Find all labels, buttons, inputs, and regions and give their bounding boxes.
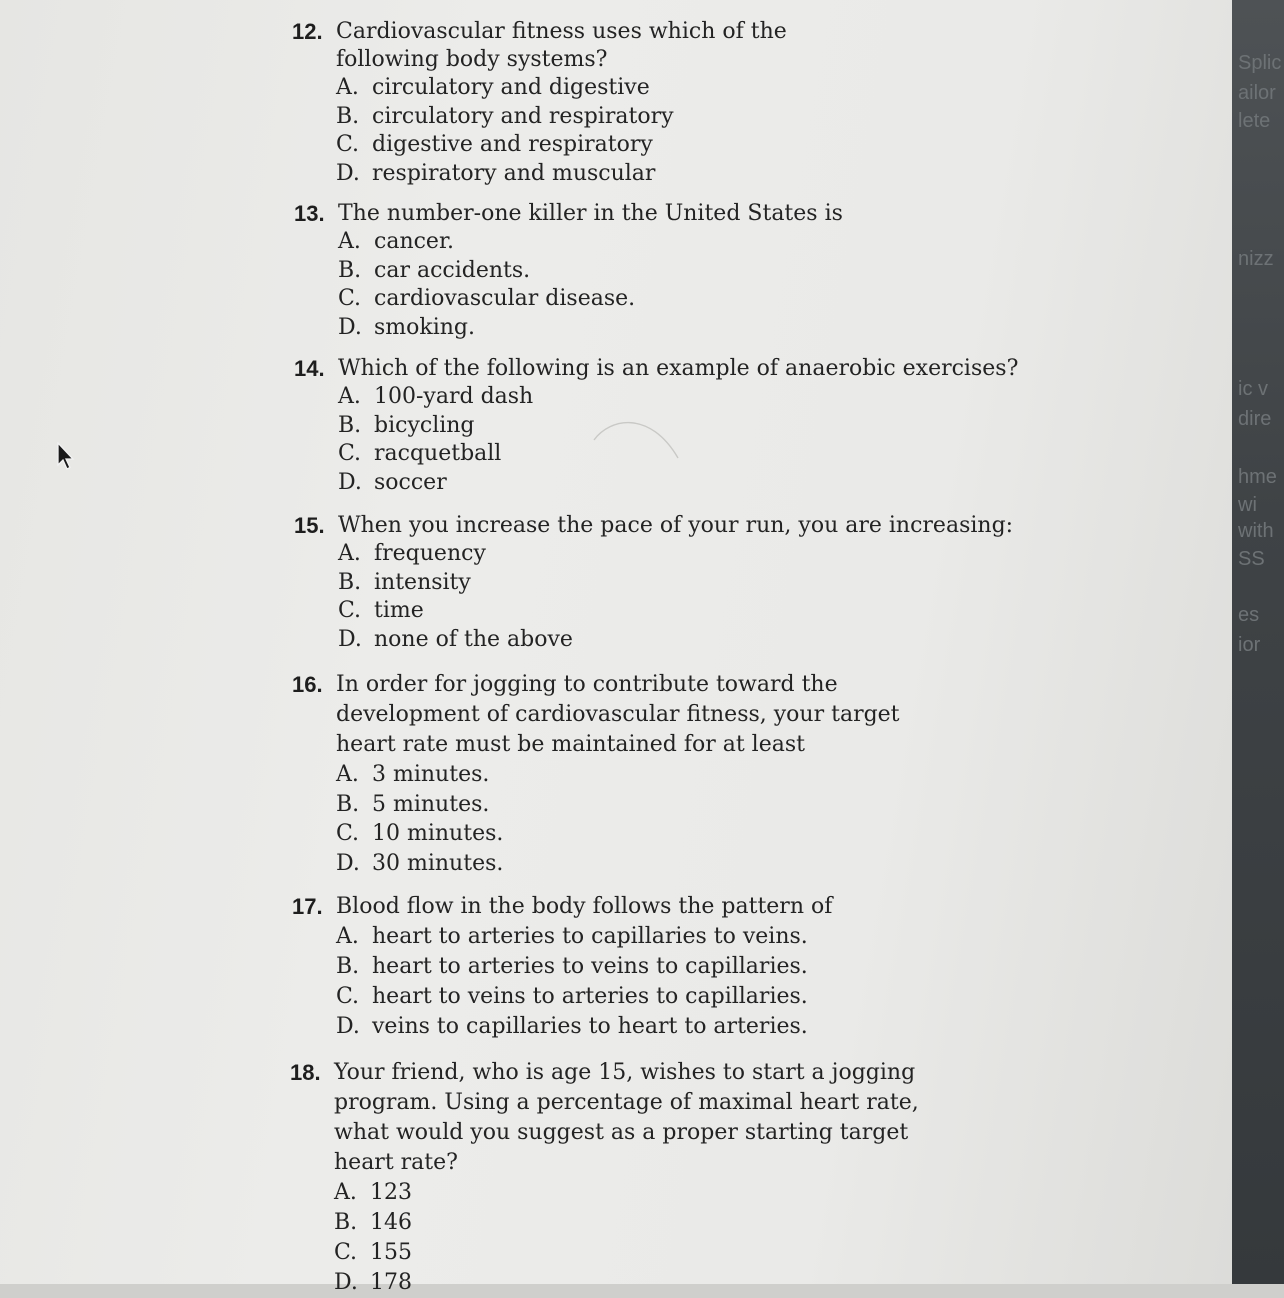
option-letter: B. [336, 103, 360, 129]
option-text: frequency [374, 541, 486, 566]
question-16 [292, 670, 946, 878]
answer-option-d [338, 314, 843, 343]
option-text: 10 minutes. [372, 821, 504, 846]
question-number: 16. [292, 672, 323, 697]
answer-option-c [338, 285, 843, 314]
edge-text-fragment: ior [1238, 634, 1261, 656]
option-text: intensity [374, 569, 471, 595]
option-text: racquetball [374, 441, 502, 466]
option-letter: A. [336, 924, 359, 949]
answer-option-b [338, 569, 1013, 598]
option-text: 178 [370, 1270, 412, 1295]
option-letter: B. [338, 412, 362, 438]
answer-option-d [334, 1268, 949, 1298]
answer-option-d [336, 849, 946, 879]
question-12 [292, 18, 896, 188]
option-text: 123 [370, 1180, 412, 1205]
adjacent-page-edge [1232, 0, 1284, 1284]
option-letter: A. [334, 1180, 357, 1205]
question-15 [294, 512, 1013, 654]
answer-option-b [336, 790, 946, 820]
answer-option-c [334, 1238, 949, 1268]
option-text: 100-yard dash [374, 384, 534, 409]
answer-option-a [334, 1178, 949, 1208]
answer-option-a [338, 228, 843, 257]
option-letter: A. [338, 229, 361, 254]
edge-text-fragment: dire [1238, 408, 1272, 430]
question-number: 13. [294, 201, 325, 226]
option-letter: B. [334, 1210, 358, 1235]
answer-option-a [338, 383, 1018, 412]
question-number: 14. [294, 356, 325, 381]
option-text: bicycling [374, 412, 475, 438]
option-letter: D. [334, 1270, 358, 1295]
answer-option-c [338, 597, 1013, 626]
option-letter: C. [336, 821, 360, 846]
edge-text-fragment: wi [1238, 494, 1257, 516]
mouse-pointer-icon [56, 442, 78, 472]
option-text: veins to capillaries to heart to arteries. [372, 1014, 808, 1039]
option-letter: D. [338, 626, 362, 652]
question-13 [294, 200, 843, 342]
edge-text-fragment: with [1238, 520, 1274, 542]
option-text: cancer. [374, 229, 455, 254]
option-letter: B. [336, 954, 360, 979]
question-text: Cardiovascular fitness uses which of the following body systems? [336, 19, 787, 72]
option-text: smoking. [374, 314, 476, 340]
edge-text-fragment: lete [1238, 110, 1271, 132]
option-text: digestive and respiratory [372, 132, 653, 157]
answer-option-c [336, 819, 946, 849]
edge-text-fragment: es [1238, 604, 1260, 626]
answer-option-a [338, 540, 1013, 569]
option-letter: C. [336, 984, 360, 1009]
edge-text-fragment: nizz [1238, 248, 1274, 270]
question-text: The number-one killer in the United States is [338, 201, 843, 226]
option-text: cardiovascular disease. [374, 286, 636, 311]
answer-option-d [336, 1012, 832, 1042]
question-14 [294, 355, 1018, 497]
option-letter: B. [336, 791, 360, 817]
option-text: car accidents. [374, 257, 531, 283]
option-letter: D. [336, 850, 360, 876]
option-letter: C. [338, 441, 362, 466]
answer-option-b [336, 952, 832, 982]
option-letter: C. [336, 132, 360, 157]
question-17 [292, 892, 832, 1042]
question-18 [290, 1058, 949, 1298]
answer-option-c [336, 131, 896, 160]
option-text: heart to arteries to veins to capillaries. [372, 954, 808, 979]
answer-option-d [338, 626, 1013, 655]
question-number: 17. [292, 894, 323, 919]
edge-text-fragment: ic v [1238, 378, 1268, 400]
edge-text-fragment: Splic [1238, 52, 1282, 74]
edge-text-fragment: ailor [1238, 82, 1276, 104]
answer-option-b [338, 257, 843, 286]
answer-option-b [336, 103, 896, 132]
option-text: none of the above [374, 626, 573, 652]
option-letter: C. [338, 598, 362, 623]
question-number: 18. [290, 1060, 321, 1085]
option-text: 5 minutes. [372, 791, 490, 817]
option-letter: A. [338, 541, 361, 566]
option-text: heart to veins to arteries to capillaries. [372, 984, 808, 1009]
option-text: 155 [370, 1240, 412, 1265]
question-text: Which of the following is an example of anaerobic exercises? [338, 356, 1019, 381]
option-text: respiratory and muscular [372, 160, 656, 186]
answer-option-c [336, 982, 832, 1012]
option-letter: D. [336, 1014, 360, 1039]
answer-option-a [336, 74, 896, 103]
option-letter: B. [338, 569, 362, 595]
answer-option-b [334, 1208, 949, 1238]
question-text: In order for jogging to contribute toward the development of cardiovascular fitness, your target heart rate must be maintained for at least [336, 672, 900, 757]
answer-option-d [338, 469, 1018, 498]
edge-text-fragment: SS [1238, 548, 1265, 570]
edge-text-fragment: hme [1238, 466, 1277, 488]
option-text: 146 [370, 1210, 412, 1235]
option-text: 3 minutes. [372, 762, 490, 787]
question-text: Blood flow in the body follows the pattern of [336, 894, 833, 919]
option-text: time [374, 598, 424, 623]
question-number: 12. [292, 19, 323, 44]
answer-option-d [336, 160, 896, 189]
option-text: soccer [374, 469, 447, 495]
option-text: circulatory and respiratory [372, 103, 674, 129]
option-text: 30 minutes. [372, 850, 504, 876]
option-text: heart to arteries to capillaries to veins. [372, 924, 808, 949]
question-text: Your friend, who is age 15, wishes to start a jogging program. Using a percentage of maximal heart rate, what would you suggest as a proper starting target heart rate? [334, 1060, 919, 1175]
answer-option-c [338, 440, 1018, 469]
option-letter: D. [338, 314, 362, 340]
option-letter: D. [338, 469, 362, 495]
option-letter: C. [338, 286, 362, 311]
answer-option-a [336, 922, 832, 952]
option-letter: D. [336, 160, 360, 186]
option-letter: A. [336, 762, 359, 787]
option-letter: B. [338, 257, 362, 283]
question-number: 15. [294, 513, 325, 538]
option-text: circulatory and digestive [372, 75, 650, 100]
option-letter: A. [336, 75, 359, 100]
answer-option-b [338, 412, 1018, 441]
question-text: When you increase the pace of your run, you are increasing: [338, 513, 1014, 538]
option-letter: C. [334, 1240, 358, 1265]
option-letter: A. [338, 384, 361, 409]
answer-option-a [336, 760, 946, 790]
